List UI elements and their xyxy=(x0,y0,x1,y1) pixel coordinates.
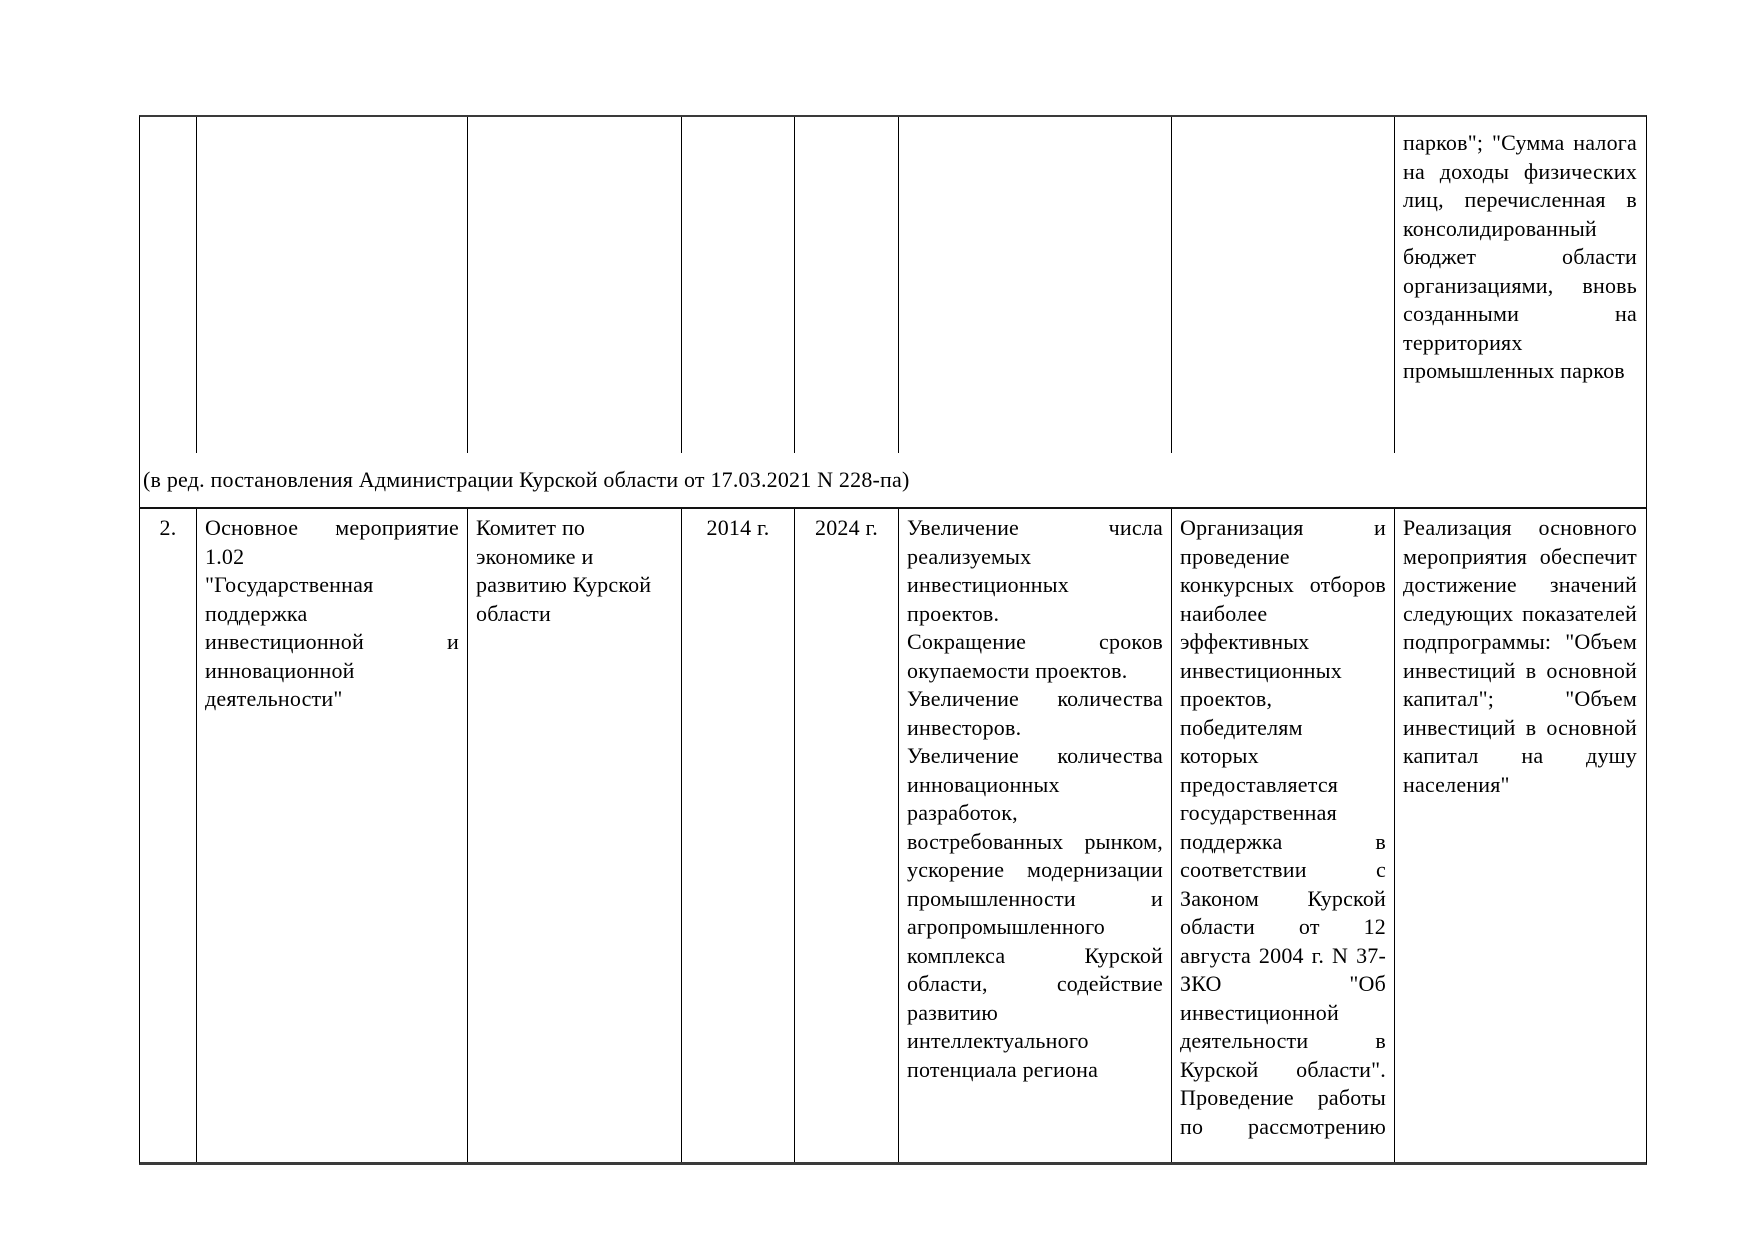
continued-cell-expected-results xyxy=(899,117,1172,453)
continued-cell-indicators xyxy=(1395,117,1645,453)
start-date-text: 2014 г. xyxy=(706,515,770,540)
document-page xyxy=(139,115,1647,1165)
implementation-description-text: Организация и проведение конкурсных отборов наиболее эффективных инвестиционных проектов, победителям которых предоставляется государственная поддержка в соответствии с Законом Курской области от 12 августа 2004 г. N 37-ЗКО "Об инвестиционной деятельности в Курской области". Проведение работы по рассмотрению xyxy=(1180,515,1386,1139)
cell-implementation-description xyxy=(1172,509,1395,1162)
cell-start-date xyxy=(682,509,795,1162)
end-date-text: 2024 г. xyxy=(815,515,878,540)
amendment-note-text: (в ред. постановления Администрации Курской области от 17.03.2021 N 228-па) xyxy=(143,466,910,492)
continued-cell-number xyxy=(140,117,197,453)
indicators-continuation-text: парков"; "Сумма налога на доходы физических лиц, перечисленная в консолидированный бюджет области организациями, вновь созданными на территориях промышленных парков xyxy=(1403,130,1637,383)
row-number-text: 2. xyxy=(159,515,177,540)
continued-cell-activity xyxy=(197,117,468,453)
cell-row-number xyxy=(140,509,197,1162)
table-fragment-continuation xyxy=(139,115,1647,453)
executor-text: Комитет по экономике и развитию Курской области xyxy=(476,515,652,626)
continued-cell-end-date xyxy=(795,117,899,453)
amendment-row xyxy=(139,453,1647,507)
expected-results-text: Увеличение числа реализуемых инвестиционных проектов. Сокращение сроков окупаемости проектов. Увеличение количества инвесторов. Увеличение количества инновационных разработок, востребованных рынком, ускорение модернизации промышленности и агропромышленного комплекса Курской области, содействие развитию интеллектуального потенциала региона xyxy=(907,515,1163,1082)
cell-end-date xyxy=(795,509,899,1162)
continued-cell-description xyxy=(1172,117,1395,453)
cell-activity-name xyxy=(197,509,468,1162)
cell-expected-results xyxy=(899,509,1172,1162)
cell-executor xyxy=(468,509,682,1162)
continued-cell-start-date xyxy=(682,117,795,453)
table-row-measure-2 xyxy=(139,507,1647,1165)
continued-cell-executor xyxy=(468,117,682,453)
activity-name-text: Основное мероприятие 1.02 "Государственная поддержка инвестиционной и инновационной деятельности" xyxy=(205,515,459,711)
cell-program-indicators xyxy=(1395,509,1645,1162)
program-indicators-text: Реализация основного мероприятия обеспечит достижение значений следующих показателей подпрограммы: "Объем инвестиций в основной капитал"; "Объем инвестиций в основной капитал на душу населения" xyxy=(1403,515,1637,797)
